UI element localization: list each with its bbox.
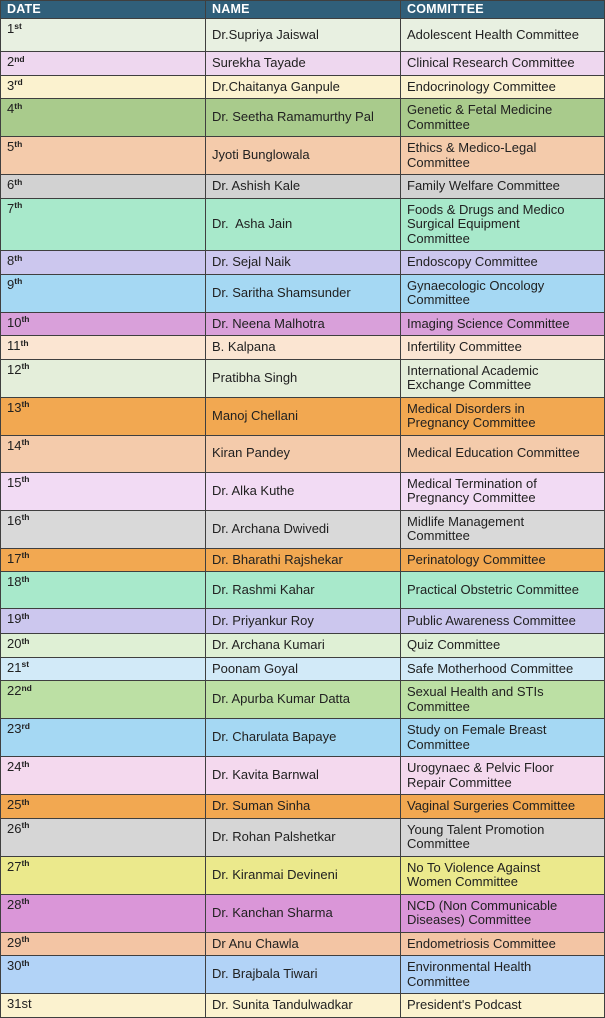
date-day: 12 <box>7 361 22 377</box>
table-row <box>1 198 605 251</box>
table-row <box>1 757 605 795</box>
committee-cell: Endoscopy Committee <box>401 251 605 275</box>
date-day: 10 <box>7 314 22 330</box>
date-ordinal: th <box>14 252 23 263</box>
date-cell <box>1 312 206 336</box>
table-row <box>1 137 605 175</box>
date-ordinal: th <box>14 100 23 111</box>
date-ordinal: th <box>21 437 30 447</box>
date-day: 25 <box>7 797 22 812</box>
header-row <box>1 1 605 19</box>
date-cell <box>1 757 206 795</box>
committee-cell: Clinical Research Committee <box>401 52 605 76</box>
date-cell <box>1 795 206 819</box>
column-header-name: NAME <box>206 1 401 19</box>
date-cell <box>1 435 206 472</box>
date-day: 2 <box>7 54 15 69</box>
committee-cell: NCD (Non Communicable Diseases) Committee <box>401 894 605 932</box>
name-cell: Dr. Suman Sinha <box>206 795 401 819</box>
committee-cell: Gynaecologic Oncology Committee <box>401 274 605 312</box>
date-day: 7 <box>7 200 15 216</box>
date-cell <box>1 609 206 634</box>
date-ordinal: th <box>21 399 30 409</box>
date-day: 11 <box>7 338 21 353</box>
date-ordinal: th <box>21 361 30 371</box>
date-ordinal: th <box>21 957 30 968</box>
column-header-committee: COMMITTEE <box>401 1 605 19</box>
date-day: 19 <box>7 611 22 626</box>
name-cell: Dr. Priyankur Roy <box>206 609 401 634</box>
committee-cell: Family Welfare Committee <box>401 175 605 199</box>
date-cell <box>1 548 206 572</box>
date-cell <box>1 397 206 435</box>
table-row <box>1 932 605 956</box>
committee-cell: Medical Education Committee <box>401 435 605 472</box>
committee-cell: Endocrinology Committee <box>401 75 605 99</box>
table-row <box>1 19 605 52</box>
name-cell: Dr. Archana Kumari <box>206 634 401 658</box>
name-cell: Dr. Alka Kuthe <box>206 472 401 510</box>
name-cell: Dr. Archana Dwivedi <box>206 510 401 548</box>
committee-cell: Midlife Management Committee <box>401 510 605 548</box>
name-cell: Dr. Bharathi Rajshekar <box>206 548 401 572</box>
name-cell: Pratibha Singh <box>206 359 401 397</box>
date-ordinal: th <box>21 550 30 560</box>
table-row <box>1 894 605 932</box>
date-day: 31 <box>7 996 22 1011</box>
date-ordinal: th <box>21 796 30 807</box>
date-ordinal: th <box>21 758 30 769</box>
committee-cell: Urogynaec & Pelvic Floor Repair Committee <box>401 757 605 795</box>
committee-cell: Perinatology Committee <box>401 548 605 572</box>
date-cell <box>1 932 206 956</box>
name-cell: Manoj Chellani <box>206 397 401 435</box>
name-cell: Dr. Kavita Barnwal <box>206 757 401 795</box>
table-row <box>1 274 605 312</box>
committee-cell: International Academic Exchange Committee <box>401 359 605 397</box>
table-row <box>1 994 605 1018</box>
table-row <box>1 510 605 548</box>
date-day: 21 <box>7 659 22 675</box>
date-ordinal: nd <box>21 682 32 693</box>
date-day: 26 <box>7 820 22 836</box>
table-body <box>1 19 605 1018</box>
name-cell: Dr. Ashish Kale <box>206 175 401 199</box>
date-cell <box>1 137 206 175</box>
committee-cell: Environmental Health Committee <box>401 956 605 994</box>
date-day: 29 <box>7 934 22 950</box>
date-day: 4 <box>7 101 15 116</box>
date-ordinal: st <box>21 659 30 669</box>
date-cell <box>1 719 206 757</box>
table-row <box>1 719 605 757</box>
date-ordinal: rd <box>21 720 30 731</box>
date-day: 1 <box>7 21 15 36</box>
date-day: 28 <box>7 896 22 912</box>
name-cell: Dr. Neena Malhotra <box>206 312 401 336</box>
name-cell: Dr. Rashmi Kahar <box>206 572 401 609</box>
date-ordinal: th <box>21 635 30 646</box>
date-cell <box>1 251 206 275</box>
name-cell: B. Kalpana <box>206 336 401 360</box>
date-ordinal: rd <box>14 77 23 87</box>
committee-cell: Foods & Drugs and Medico Surgical Equipment Committee <box>401 198 605 251</box>
name-cell: Dr. Rohan Palshetkar <box>206 818 401 856</box>
date-day: 6 <box>7 177 15 192</box>
date-cell <box>1 274 206 312</box>
date-ordinal: th <box>21 314 30 324</box>
committee-cell: Infertility Committee <box>401 336 605 360</box>
name-cell: Surekha Tayade <box>206 52 401 76</box>
committee-cell: Imaging Science Committee <box>401 312 605 336</box>
date-day: 17 <box>7 550 22 566</box>
date-cell <box>1 510 206 548</box>
date-ordinal: th <box>20 337 29 348</box>
table-row <box>1 472 605 510</box>
date-day: 9 <box>7 276 15 292</box>
committee-cell: Medical Disorders in Pregnancy Committee <box>401 397 605 435</box>
date-ordinal: th <box>21 934 30 944</box>
table-row <box>1 52 605 76</box>
date-ordinal: th <box>14 200 23 210</box>
table-row <box>1 359 605 397</box>
name-cell: Jyoti Bunglowala <box>206 137 401 175</box>
name-cell: Dr. Kiranmai Devineni <box>206 856 401 894</box>
name-cell: Dr. Apurba Kumar Datta <box>206 681 401 719</box>
date-cell <box>1 359 206 397</box>
table-row <box>1 609 605 634</box>
date-day: 23 <box>7 721 22 736</box>
date-cell <box>1 336 206 360</box>
table-row <box>1 548 605 572</box>
date-ordinal: st <box>21 996 32 1011</box>
table-row <box>1 572 605 609</box>
date-day: 3 <box>7 77 15 93</box>
column-header-date: DATE <box>1 1 206 19</box>
name-cell: Dr. Sejal Naik <box>206 251 401 275</box>
table-row <box>1 336 605 360</box>
date-cell <box>1 818 206 856</box>
date-ordinal: th <box>21 820 30 830</box>
date-day: 16 <box>7 512 22 528</box>
table-row <box>1 312 605 336</box>
date-day: 8 <box>7 253 15 268</box>
table-row <box>1 99 605 137</box>
table-row <box>1 956 605 994</box>
date-cell <box>1 52 206 76</box>
name-cell: Dr.Chaitanya Ganpule <box>206 75 401 99</box>
table-row <box>1 435 605 472</box>
committee-cell: Adolescent Health Committee <box>401 19 605 52</box>
date-day: 13 <box>7 399 22 415</box>
date-cell <box>1 99 206 137</box>
name-cell: Dr. Brajbala Tiwari <box>206 956 401 994</box>
date-day: 30 <box>7 958 22 973</box>
committee-cell: Genetic & Fetal Medicine Committee <box>401 99 605 137</box>
date-ordinal: th <box>21 896 30 906</box>
committee-cell: No To Violence Against Women Committee <box>401 856 605 894</box>
date-day: 22 <box>7 683 22 698</box>
table-header <box>1 1 605 19</box>
date-ordinal: nd <box>14 53 25 64</box>
date-cell <box>1 657 206 681</box>
date-cell <box>1 175 206 199</box>
date-cell <box>1 198 206 251</box>
date-ordinal: th <box>14 176 23 187</box>
date-cell <box>1 856 206 894</box>
date-day: 5 <box>7 139 15 154</box>
date-cell <box>1 681 206 719</box>
committee-cell: Endometriosis Committee <box>401 932 605 956</box>
table-row <box>1 75 605 99</box>
committee-cell: Practical Obstetric Committee <box>401 572 605 609</box>
committee-cell: Safe Motherhood Committee <box>401 657 605 681</box>
name-cell: Dr. Charulata Bapaye <box>206 719 401 757</box>
name-cell: Dr.Supriya Jaiswal <box>206 19 401 52</box>
committee-cell: Quiz Committee <box>401 634 605 658</box>
committee-cell: Medical Termination of Pregnancy Committee <box>401 472 605 510</box>
committee-cell: President's Podcast <box>401 994 605 1018</box>
date-cell <box>1 894 206 932</box>
committee-cell: Sexual Health and STIs Committee <box>401 681 605 719</box>
date-ordinal: th <box>21 573 30 584</box>
table-row <box>1 634 605 658</box>
date-cell <box>1 634 206 658</box>
date-cell <box>1 572 206 609</box>
date-cell <box>1 994 206 1018</box>
table-row <box>1 251 605 275</box>
date-ordinal: th <box>21 610 30 621</box>
table-row <box>1 795 605 819</box>
table-row <box>1 175 605 199</box>
date-cell <box>1 19 206 52</box>
date-ordinal: st <box>14 20 22 31</box>
name-cell: Poonam Goyal <box>206 657 401 681</box>
name-cell: Dr. Saritha Shamsunder <box>206 274 401 312</box>
table-row <box>1 818 605 856</box>
name-cell: Dr. Kanchan Sharma <box>206 894 401 932</box>
date-ordinal: th <box>14 276 23 286</box>
committee-cell: Ethics & Medico-Legal Committee <box>401 137 605 175</box>
date-ordinal: th <box>14 138 23 149</box>
date-cell <box>1 956 206 994</box>
date-cell <box>1 75 206 99</box>
committee-cell: Young Talent Promotion Committee <box>401 818 605 856</box>
name-cell: Dr Anu Chawla <box>206 932 401 956</box>
committee-cell: Vaginal Surgeries Committee <box>401 795 605 819</box>
committee-cell: Public Awareness Committee <box>401 609 605 634</box>
date-day: 18 <box>7 574 22 589</box>
name-cell: Kiran Pandey <box>206 435 401 472</box>
committee-cell: Study on Female Breast Committee <box>401 719 605 757</box>
date-day: 24 <box>7 759 22 774</box>
date-day: 20 <box>7 636 22 651</box>
name-cell: Dr. Seetha Ramamurthy Pal <box>206 99 401 137</box>
date-day: 15 <box>7 474 22 490</box>
table-row <box>1 856 605 894</box>
date-ordinal: th <box>21 858 30 868</box>
date-ordinal: th <box>21 474 30 484</box>
date-day: 14 <box>7 437 22 453</box>
table-row <box>1 397 605 435</box>
date-ordinal: th <box>21 512 30 522</box>
name-cell: Dr. Asha Jain <box>206 198 401 251</box>
name-cell: Dr. Sunita Tandulwadkar <box>206 994 401 1018</box>
date-day: 27 <box>7 858 22 874</box>
table-row <box>1 657 605 681</box>
date-cell <box>1 472 206 510</box>
table-row <box>1 681 605 719</box>
